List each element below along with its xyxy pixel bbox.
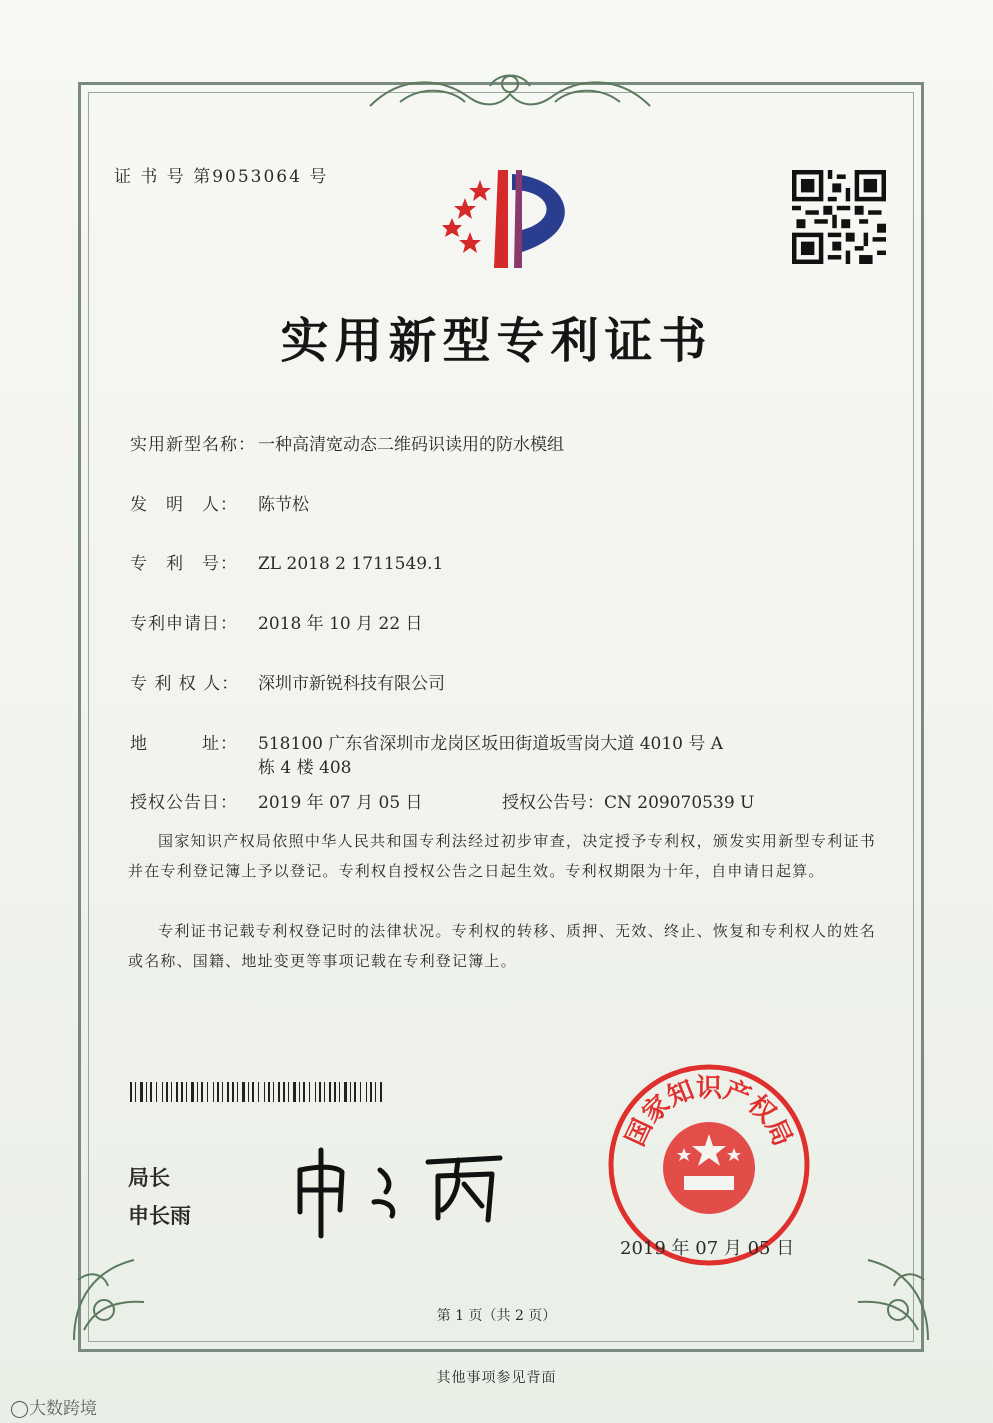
- field-value: ZL 2018 2 1711549.1: [258, 554, 444, 574]
- field-value: 518100 广东省深圳市龙岗区坂田街道坂雪岗大道 4010 号 A: [258, 734, 724, 754]
- field-address: [130, 729, 723, 754]
- field-label: 实用新型名称：: [130, 435, 256, 455]
- seal-char: 局: [759, 1114, 798, 1151]
- field-label: 专 利 权 人：: [130, 674, 240, 694]
- certificate-title: 实用新型专利证书: [280, 313, 713, 369]
- field-value: 深圳市新锐科技有限公司: [258, 674, 445, 694]
- field-value: 陈节松: [258, 495, 309, 515]
- field-patent-number: [130, 549, 443, 574]
- field-label: 发 明 人：: [130, 495, 238, 515]
- seal-date: 2019 年 07 月 05 日: [620, 1238, 795, 1259]
- field-grant-publication-number: [502, 788, 754, 813]
- field-value: 2019 年 07 月 05 日: [258, 793, 423, 813]
- seal-char: 知: [663, 1075, 699, 1113]
- seal-char: 国: [620, 1114, 659, 1151]
- field-label: 专利申请日：: [130, 614, 238, 634]
- watermark-logo: [10, 1394, 97, 1419]
- field-label: 授权公告号：: [502, 793, 604, 813]
- seal-char: 权: [741, 1089, 782, 1130]
- field-label: 地 址：: [130, 734, 238, 754]
- field-value: 一种高清宽动态二维码识读用的防水模组: [258, 435, 564, 455]
- field-utility-model-name: [130, 430, 564, 455]
- bottom-right-ornament: [818, 1240, 938, 1350]
- field-patentee: [130, 669, 445, 694]
- watermark-icon: ◯: [10, 1399, 30, 1419]
- director-signature: [288, 1140, 508, 1240]
- seal-char: 家: [636, 1089, 677, 1130]
- patent-office-logo: [430, 160, 590, 275]
- seal-char: 识: [695, 1073, 723, 1104]
- field-filing-date: [130, 609, 423, 634]
- footer-note: 其他事项参见背面: [436, 1370, 557, 1386]
- paragraph-legal-status: 专利证书记载专利权登记时的法律状况。专利权的转移、质押、无效、终止、恢复和专利权人的姓名或名称、国籍、地址变更等事项记载在专利登记簿上。: [128, 922, 876, 970]
- field-inventor: [130, 490, 309, 515]
- address-line-2: 栋 4 楼 408: [258, 758, 352, 778]
- barcode: [130, 1082, 382, 1102]
- paragraph-grant-statement: 国家知识产权局依照中华人民共和国专利法经过初步审查，决定授予专利权，颁发实用新型专利证书并在专利登记簿上予以登记。专利权自授权公告之日起生效。专利权期限为十年，自申请日起算。: [128, 832, 876, 880]
- field-value: 2018 年 10 月 22 日: [258, 614, 423, 634]
- top-ornament: [360, 66, 660, 116]
- director-name: 申长雨: [128, 1204, 191, 1228]
- watermark-text: 大数跨境: [29, 1399, 98, 1419]
- page-number: 第 1 页（共 2 页）: [436, 1308, 557, 1324]
- field-value: CN 209070539 U: [604, 793, 755, 813]
- certificate-number: 证 书 号 第9053064 号: [114, 167, 329, 187]
- director-title: 局长: [128, 1166, 170, 1190]
- field-label: 专 利 号：: [130, 554, 238, 574]
- seal-char: 产: [719, 1075, 755, 1113]
- bottom-left-ornament: [64, 1240, 184, 1350]
- field-label: 授权公告日：: [130, 793, 238, 813]
- qr-code: [792, 170, 886, 264]
- field-grant-date: [130, 788, 423, 813]
